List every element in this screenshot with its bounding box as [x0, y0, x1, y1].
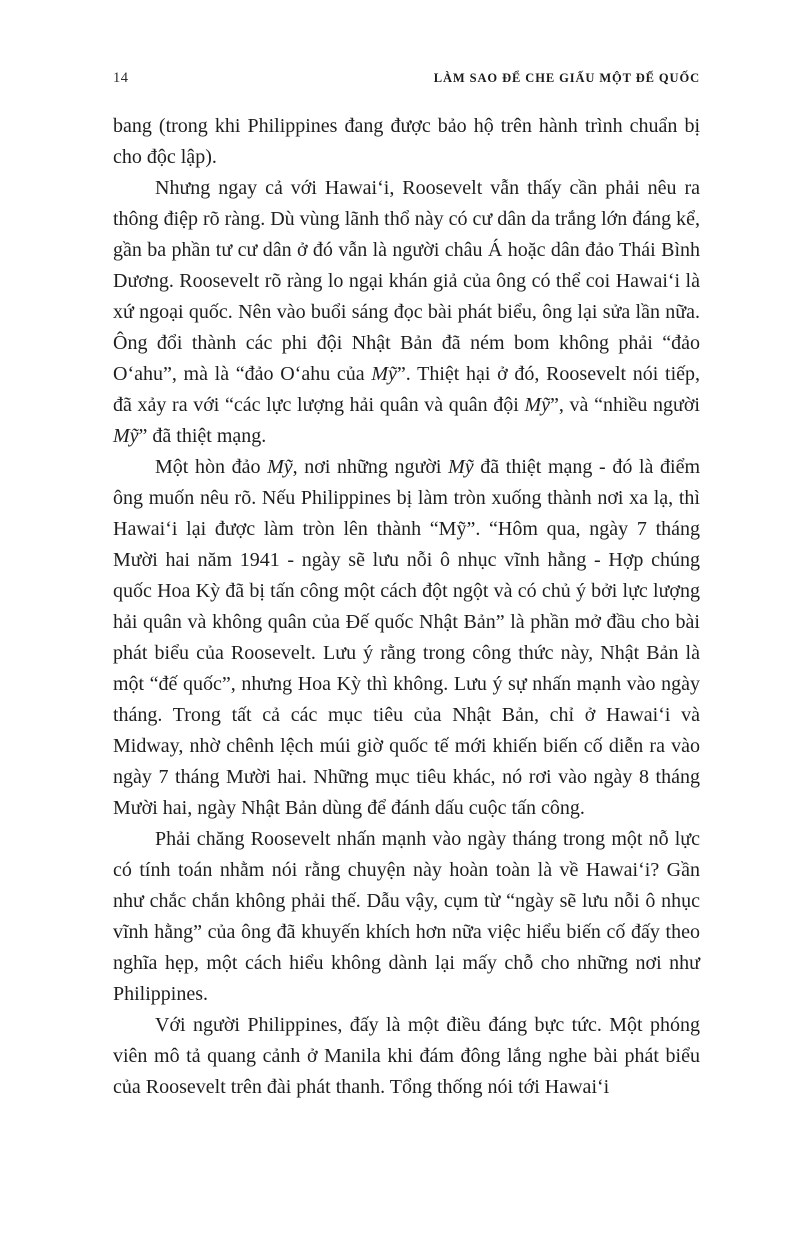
text-run: Một hòn đảo [155, 456, 268, 478]
text-run: ” đã thiệt mạng. [138, 425, 267, 447]
paragraph [113, 111, 700, 173]
text-run: đã thiệt mạng - đó là điểm ông muốn nêu rõ. Nếu Philippines bị làm tròn xuống thành nơi xa lạ, thì Hawai‘i lại được làm tròn lên thành “Mỹ”. “Hôm qua, ngày 7 tháng Mười hai năm 1941 - ngày sẽ lưu nỗi ô nhục vĩnh hằng - Hợp chúng quốc Hoa Kỳ đã bị tấn công một cách đột ngột và có chủ ý bởi lực lượng hải quân và không quân của Đế quốc Nhật Bản” là phần mở đầu cho bài phát biểu của Roosevelt. Lưu ý rằng trong công thức này, Nhật Bản là một “đế quốc”, nhưng Hoa Kỳ thì không. Lưu ý sự nhấn mạnh vào ngày tháng. Trong tất cả các mục tiêu của Nhật Bản, chỉ ở Hawai‘i và Midway, nhờ chênh lệch múi giờ quốc tế mới khiến biến cố diễn ra vào ngày 7 tháng Mười hai. Những mục tiêu khác, nó rơi vào ngày 8 tháng Mười hai, ngày Nhật Bản dùng để đánh dấu cuộc tấn công. [113, 456, 701, 819]
text-run: ”. Thiệt hại ở đó, Roosevelt nói tiếp, đã xảy ra với “các lực lượng hải quân và quân đội [113, 363, 700, 416]
body-text [113, 111, 700, 1103]
paragraph [113, 1010, 700, 1103]
italic-text-run: Mỹ [371, 363, 397, 385]
paragraph [113, 452, 700, 824]
text-run: Nhưng ngay cả với Hawai‘i, Roosevelt vẫn thấy cần phải nêu ra thông điệp rõ ràng. Dù vùng lãnh thổ này có cư dân da trắng lớn đáng kể, gần ba phần tư cư dân ở đó vẫn là người châu Á hoặc dân đảo Thái Bình Dương. Roosevelt rõ ràng lo ngại khán giả của ông có thể coi Hawai‘i là xứ ngoại quốc. Nên vào buổi sáng đọc bài phát biểu, ông lại sửa lần nữa. Ông đổi thành các phi đội Nhật Bản đã ném bom không phải “đảo O‘ahu”, mà là “đảo O‘ahu của [113, 177, 700, 385]
text-run: , nơi những người [292, 456, 449, 478]
paragraph [113, 824, 700, 1010]
text-run: Phải chăng Roosevelt nhấn mạnh vào ngày tháng trong một nỗ lực có tính toán nhằm nói rằng chuyện này hoàn toàn là về Hawai‘i? Gần như chắc chắn không phải thế. Dẫu vậy, cụm từ “ngày sẽ lưu nỗi ô nhục vĩnh hằng” của ông đã khuyến khích hơn nữa việc hiểu biến cố đấy theo nghĩa hẹp, một cách hiểu không dành lại mấy chỗ cho những nơi như Philippines. [113, 828, 700, 1005]
italic-text-run: Mỹ [113, 425, 139, 447]
running-title: LÀM SAO ĐỂ CHE GIẤU MỘT ĐẾ QUỐC [433, 71, 700, 85]
page-number: 14 [113, 70, 129, 86]
italic-text-run: Mỹ [448, 456, 474, 478]
text-run: bang (trong khi Philippines đang được bảo hộ trên hành trình chuẩn bị cho độc lập). [113, 115, 700, 168]
page-header [113, 70, 700, 87]
text-run: ”, và “nhiều người [550, 394, 700, 416]
italic-text-run: Mỹ [267, 456, 293, 478]
paragraph [113, 173, 700, 452]
italic-text-run: Mỹ [524, 394, 551, 416]
text-run: Với người Philippines, đấy là một điều đáng bực tức. Một phóng viên mô tả quang cảnh ở Manila khi đám đông lắng nghe bài phát biểu của Roosevelt trên đài phát thanh. Tổng thống nói tới Hawai‘i [113, 1014, 700, 1098]
